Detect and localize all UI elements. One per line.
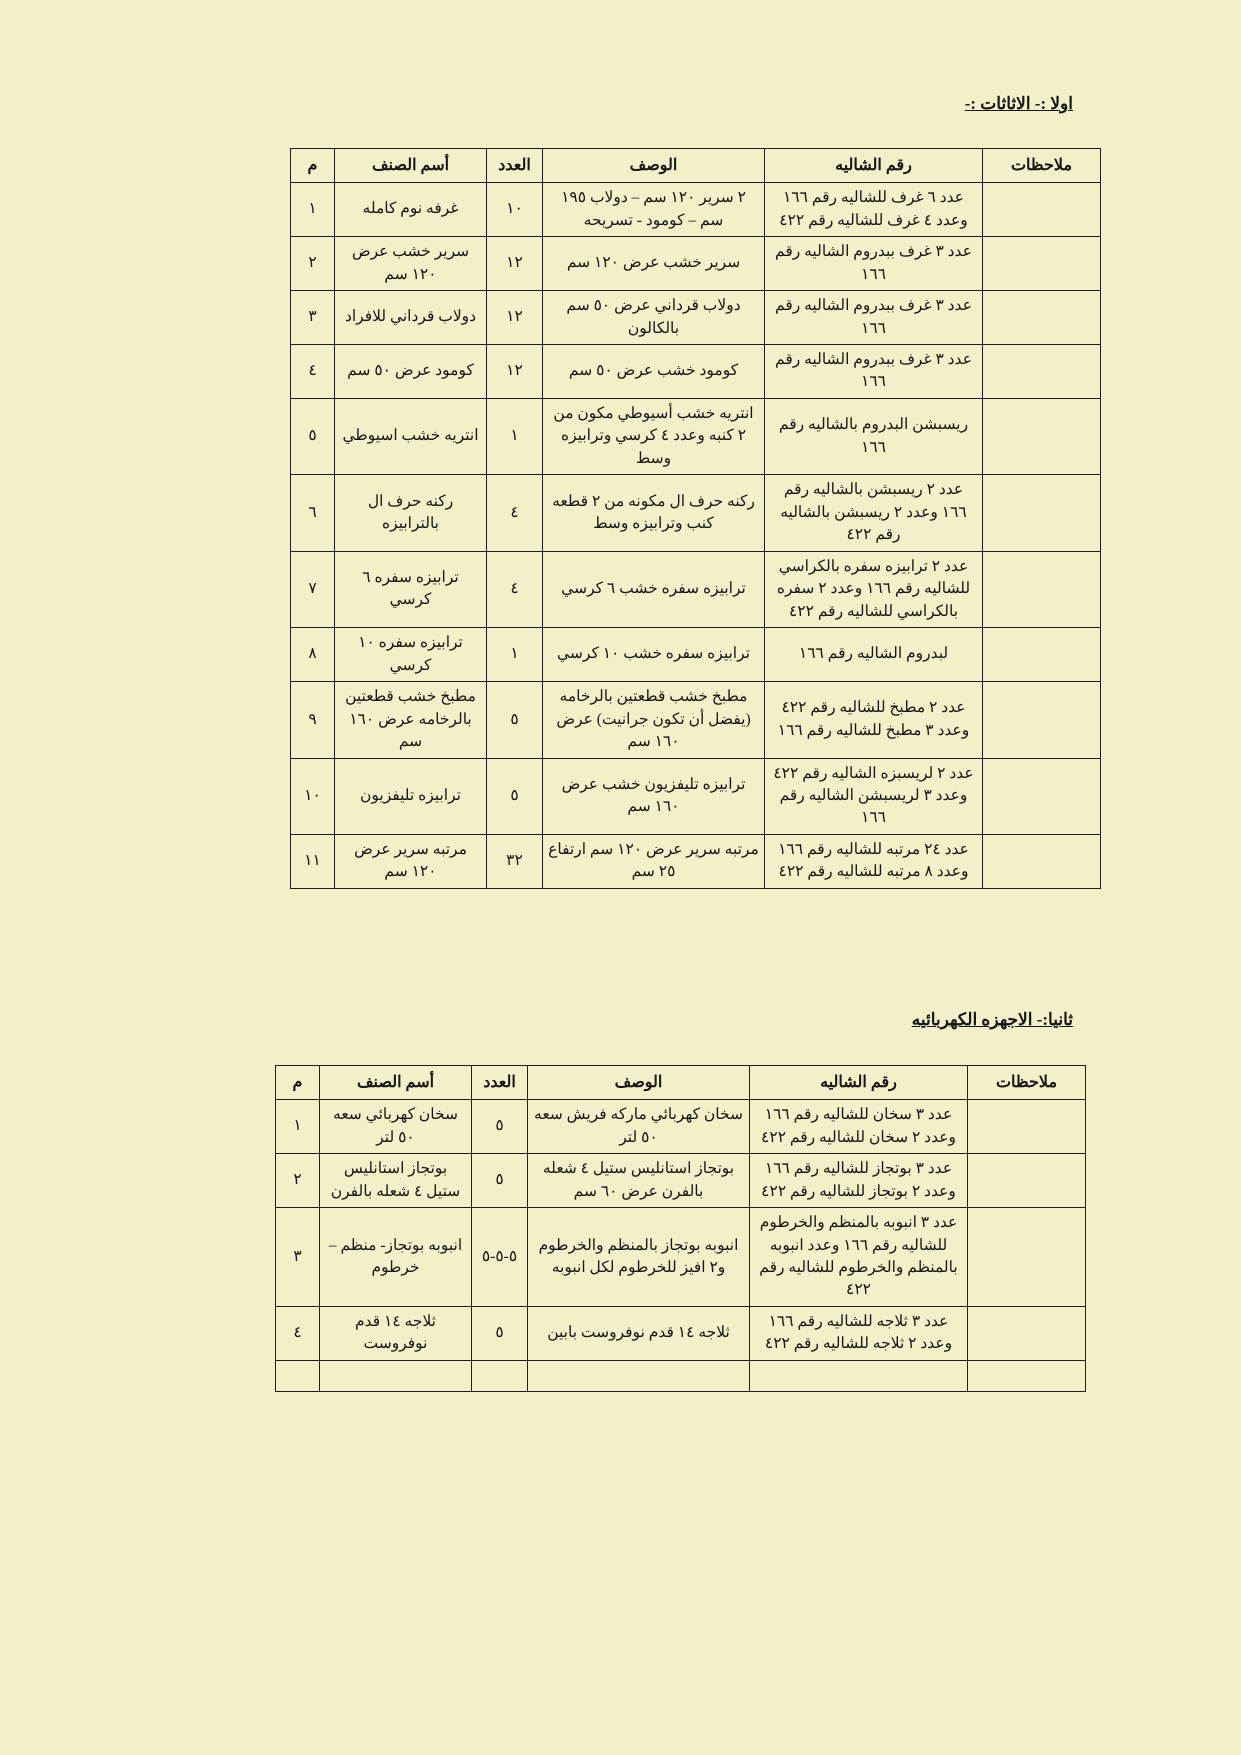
table-row (291, 628, 1101, 682)
cell-notes (983, 628, 1101, 682)
table-row (291, 834, 1101, 888)
cell-count: ١ (487, 628, 543, 682)
col-header-count: العدد (487, 149, 543, 183)
cell-name (320, 1360, 472, 1391)
col-header-name: أسم الصنف (335, 149, 487, 183)
cell-name: انتريه خشب اسيوطي (335, 398, 487, 474)
cell-name: ترابيزه سفره ١٠ كرسي (335, 628, 487, 682)
cell-chalet: عدد ٣ ثلاجه للشاليه رقم ١٦٦ وعدد ٢ ثلاجه للشاليه رقم ٤٢٢ (750, 1306, 968, 1360)
cell-notes (968, 1360, 1086, 1391)
table-row (291, 475, 1101, 551)
col-header-desc: الوصف (528, 1066, 750, 1100)
cell-notes (968, 1306, 1086, 1360)
cell-num: ٤ (291, 345, 335, 399)
cell-chalet: عدد ٢ ترابيزه سفره بالكراسي للشاليه رقم ١٦٦ وعدد ٢ سفره بالكراسي للشاليه رقم ٤٢٢ (765, 551, 983, 627)
cell-num: ١ (291, 183, 335, 237)
col-header-name: أسم الصنف (320, 1066, 472, 1100)
appliances-table (275, 1065, 1086, 1392)
cell-desc: ٢ سرير ١٢٠ سم – دولاب ١٩٥ سم – كومود - تسريحه (543, 183, 765, 237)
cell-name: ترابيزه سفره ٦ كرسي (335, 551, 487, 627)
cell-num: ١٠ (291, 758, 335, 834)
section-title-furniture: اولا :- الاثاثات :- (964, 94, 1073, 113)
cell-chalet: عدد ٣ سخان للشاليه رقم ١٦٦ وعدد ٢ سخان للشاليه رقم ٤٢٢ (750, 1100, 968, 1154)
table-row (276, 1100, 1086, 1154)
cell-num: ٦ (291, 475, 335, 551)
col-header-num: م (291, 149, 335, 183)
table-header-row (276, 1066, 1086, 1100)
cell-chalet: ريسبشن البدروم بالشاليه رقم ١٦٦ (765, 398, 983, 474)
furniture-table (290, 148, 1101, 889)
cell-chalet: عدد ٦ غرف للشاليه رقم ١٦٦ وعدد ٤ غرف للشاليه رقم ٤٢٢ (765, 183, 983, 237)
col-header-count: العدد (472, 1066, 528, 1100)
table-row (291, 237, 1101, 291)
col-header-desc: الوصف (543, 149, 765, 183)
cell-notes (983, 237, 1101, 291)
cell-name: سخان كهربائي سعه ٥٠ لتر (320, 1100, 472, 1154)
cell-desc: ترابيزه تليفزيون خشب عرض ١٦٠ سم (543, 758, 765, 834)
cell-chalet: لبدروم الشاليه رقم ١٦٦ (765, 628, 983, 682)
cell-desc: ترابيزه سفره خشب ٦ كرسي (543, 551, 765, 627)
cell-notes (968, 1154, 1086, 1208)
cell-count: ٣٢ (487, 834, 543, 888)
table-row (291, 682, 1101, 758)
cell-notes (983, 291, 1101, 345)
cell-name: ركنه حرف ال بالترابيزه (335, 475, 487, 551)
cell-desc: دولاب قرداني عرض ٥٠ سم بالكالون (543, 291, 765, 345)
cell-desc: انتريه خشب أسيوطي مكون من ٢ كنبه وعدد ٤ كرسي وترابيزه وسط (543, 398, 765, 474)
cell-num: ٤ (276, 1306, 320, 1360)
cell-name: انبوبه بوتجاز- منظم – خرطوم (320, 1208, 472, 1307)
cell-count: ١ (487, 398, 543, 474)
cell-count: ٤ (487, 551, 543, 627)
cell-name: ثلاجه ١٤ قدم نوفروست (320, 1306, 472, 1360)
cell-num: ٣ (276, 1208, 320, 1307)
cell-notes (983, 682, 1101, 758)
cell-count: ٥-٥-٥ (472, 1208, 528, 1307)
cell-num: ٥ (291, 398, 335, 474)
cell-name: مطبخ خشب قطعتين بالرخامه عرض ١٦٠ سم (335, 682, 487, 758)
cell-chalet: عدد ٢ لريسبزه الشاليه رقم ٤٢٢ وعدد ٣ لريسبشن الشاليه رقم ١٦٦ (765, 758, 983, 834)
cell-chalet: عدد ٣ غرف ببدروم الشاليه رقم ١٦٦ (765, 291, 983, 345)
cell-name: مرتبه سرير عرض ١٢٠ سم (335, 834, 487, 888)
cell-desc: مرتبه سرير عرض ١٢٠ سم ارتفاع ٢٥ سم (543, 834, 765, 888)
table-row (291, 551, 1101, 627)
cell-notes (968, 1208, 1086, 1307)
cell-count: ١٢ (487, 345, 543, 399)
cell-desc: بوتجاز استانليس ستيل ٤ شعله بالفرن عرض ٦٠ سم (528, 1154, 750, 1208)
cell-num (276, 1360, 320, 1391)
cell-count: ١٢ (487, 291, 543, 345)
cell-notes (983, 758, 1101, 834)
cell-desc: مطبخ خشب قطعتين بالرخامه (يفضل أن تكون جرانيت) عرض ١٦٠ سم (543, 682, 765, 758)
cell-count: ١٢ (487, 237, 543, 291)
table-row (291, 758, 1101, 834)
cell-count: ٥ (487, 758, 543, 834)
cell-count: ٥ (472, 1306, 528, 1360)
cell-count: ١٠ (487, 183, 543, 237)
cell-name: كومود عرض ٥٠ سم (335, 345, 487, 399)
section-title-appliances: ثانيا:- الاجهزه الكهربائيه (911, 1010, 1073, 1029)
cell-name: ترابيزه تليفزيون (335, 758, 487, 834)
table-row (276, 1306, 1086, 1360)
table-row (291, 398, 1101, 474)
cell-desc: كومود خشب عرض ٥٠ سم (543, 345, 765, 399)
cell-notes (983, 551, 1101, 627)
cell-count: ٥ (472, 1154, 528, 1208)
cell-count: ٤ (487, 475, 543, 551)
cell-desc: ترابيزه سفره خشب ١٠ كرسي (543, 628, 765, 682)
cell-count: ٥ (487, 682, 543, 758)
cell-desc: ثلاجه ١٤ قدم نوفروست بابين (528, 1306, 750, 1360)
col-header-chalet: رقم الشاليه (750, 1066, 968, 1100)
cell-desc: ركنه حرف ال مكونه من ٢ قطعه كنب وترابيزه وسط (543, 475, 765, 551)
table-row (291, 291, 1101, 345)
cell-desc (528, 1360, 750, 1391)
cell-chalet: عدد ٢ ريسبشن بالشاليه رقم ١٦٦ وعدد ٢ ريسبشن بالشاليه رقم ٤٢٢ (765, 475, 983, 551)
table-row (291, 183, 1101, 237)
table-row (291, 345, 1101, 399)
cell-name: بوتجاز استانليس ستيل ٤ شعله بالفرن (320, 1154, 472, 1208)
table-row-empty (276, 1360, 1086, 1391)
cell-num: ١١ (291, 834, 335, 888)
cell-num: ١ (276, 1100, 320, 1154)
cell-desc: سخان كهربائي ماركه فريش سعه ٥٠ لتر (528, 1100, 750, 1154)
cell-notes (968, 1100, 1086, 1154)
table-row (276, 1208, 1086, 1307)
col-header-chalet: رقم الشاليه (765, 149, 983, 183)
cell-num: ٢ (291, 237, 335, 291)
cell-chalet: عدد ٣ بوتجاز للشاليه رقم ١٦٦ وعدد ٢ بوتجاز للشاليه رقم ٤٢٢ (750, 1154, 968, 1208)
cell-chalet: عدد ٣ غرف ببدروم الشاليه رقم ١٦٦ (765, 345, 983, 399)
cell-desc: انبوبه بوتجاز بالمنظم والخرطوم و٢ افيز للخرطوم لكل انبوبه (528, 1208, 750, 1307)
cell-name: غرفه نوم كامله (335, 183, 487, 237)
cell-num: ٩ (291, 682, 335, 758)
col-header-notes: ملاحظات (968, 1066, 1086, 1100)
col-header-notes: ملاحظات (983, 149, 1101, 183)
cell-num: ٢ (276, 1154, 320, 1208)
cell-num: ٧ (291, 551, 335, 627)
cell-num: ٨ (291, 628, 335, 682)
cell-count: ٥ (472, 1100, 528, 1154)
cell-notes (983, 345, 1101, 399)
cell-desc: سرير خشب عرض ١٢٠ سم (543, 237, 765, 291)
cell-chalet: عدد ٣ انبوبه بالمنظم والخرطوم للشاليه رقم ١٦٦ وعدد انبوبه بالمنظم والخرطوم للشاليه رقم ٤٢٢ (750, 1208, 968, 1307)
cell-name: دولاب قرداني للافراد (335, 291, 487, 345)
cell-chalet: عدد ٢٤ مرتبه للشاليه رقم ١٦٦ وعدد ٨ مرتبه للشاليه رقم ٤٢٢ (765, 834, 983, 888)
cell-num: ٣ (291, 291, 335, 345)
table-row (276, 1154, 1086, 1208)
table-header-row (291, 149, 1101, 183)
cell-chalet: عدد ٣ غرف ببدروم الشاليه رقم ١٦٦ (765, 237, 983, 291)
cell-notes (983, 475, 1101, 551)
cell-notes (983, 834, 1101, 888)
cell-count (472, 1360, 528, 1391)
cell-notes (983, 183, 1101, 237)
cell-chalet: عدد ٢ مطبخ للشاليه رقم ٤٢٢ وعدد ٣ مطبخ للشاليه رقم ١٦٦ (765, 682, 983, 758)
cell-name: سرير خشب عرض ١٢٠ سم (335, 237, 487, 291)
cell-notes (983, 398, 1101, 474)
cell-chalet (750, 1360, 968, 1391)
col-header-num: م (276, 1066, 320, 1100)
